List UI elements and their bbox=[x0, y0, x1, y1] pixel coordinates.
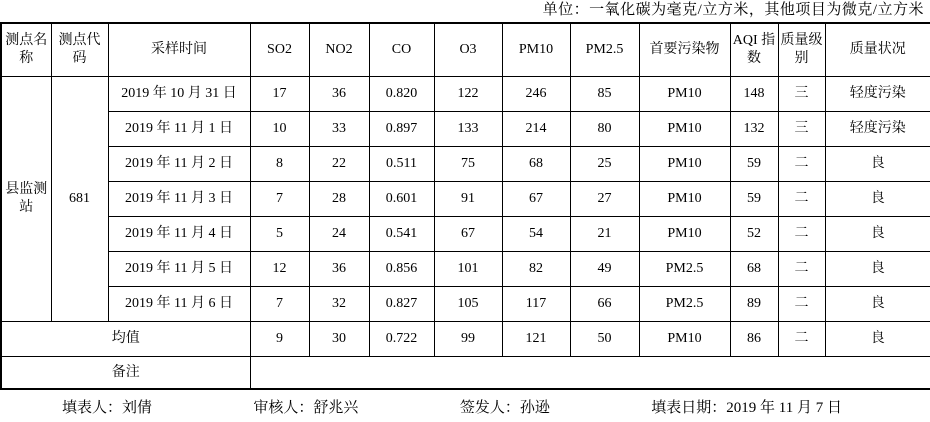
table-row bbox=[1, 251, 930, 286]
grade-cell: 三 bbox=[778, 76, 825, 111]
date-cell: 2019 年 10 月 31 日 bbox=[108, 76, 250, 111]
pm10-cell: 54 bbox=[502, 216, 570, 251]
header-site-name: 测点名称 bbox=[1, 23, 51, 76]
pm10-cell: 246 bbox=[502, 76, 570, 111]
o3-cell: 67 bbox=[434, 216, 502, 251]
date-cell: 2019 年 11 月 2 日 bbox=[108, 146, 250, 181]
header-aqi: AQI 指数 bbox=[730, 23, 778, 76]
aqi-cell: 89 bbox=[730, 286, 778, 321]
pm10-cell: 117 bbox=[502, 286, 570, 321]
status-cell: 良 bbox=[825, 216, 930, 251]
primary-pollutant-cell: PM10 bbox=[639, 146, 730, 181]
air-quality-table bbox=[0, 22, 930, 390]
table-row bbox=[1, 216, 930, 251]
aqi-cell: 86 bbox=[730, 321, 778, 356]
co-cell: 0.511 bbox=[369, 146, 434, 181]
unit-note: 单位：一氧化碳为毫克/立方米，其他项目为微克/立方米 bbox=[542, 2, 924, 18]
remark-value-cell bbox=[250, 356, 930, 389]
co-cell: 0.722 bbox=[369, 321, 434, 356]
so2-cell: 8 bbox=[250, 146, 309, 181]
site-name-cell: 县监测站 bbox=[1, 76, 51, 321]
aqi-cell: 52 bbox=[730, 216, 778, 251]
grade-cell: 二 bbox=[778, 286, 825, 321]
so2-cell: 7 bbox=[250, 286, 309, 321]
pm10-cell: 82 bbox=[502, 251, 570, 286]
o3-cell: 133 bbox=[434, 111, 502, 146]
grade-cell: 二 bbox=[778, 216, 825, 251]
grade-cell: 二 bbox=[778, 321, 825, 356]
grade-cell: 三 bbox=[778, 111, 825, 146]
co-cell: 0.856 bbox=[369, 251, 434, 286]
status-cell: 轻度污染 bbox=[825, 111, 930, 146]
pm25-cell: 66 bbox=[570, 286, 639, 321]
table-row bbox=[1, 111, 930, 146]
header-sample-time: 采样时间 bbox=[108, 23, 250, 76]
so2-cell: 12 bbox=[250, 251, 309, 286]
co-cell: 0.541 bbox=[369, 216, 434, 251]
so2-cell: 7 bbox=[250, 181, 309, 216]
issued-by-label: 签发人：孙逊 bbox=[459, 399, 550, 416]
no2-cell: 33 bbox=[309, 111, 369, 146]
primary-pollutant-cell: PM10 bbox=[639, 111, 730, 146]
site-code-cell: 681 bbox=[51, 76, 108, 321]
primary-pollutant-cell: PM10 bbox=[639, 76, 730, 111]
header-no2: NO2 bbox=[309, 23, 369, 76]
fill-date-label: 填表日期：2019 年 11 月 7 日 bbox=[651, 399, 842, 416]
remark-label-cell: 备注 bbox=[1, 356, 250, 389]
date-cell: 2019 年 11 月 3 日 bbox=[108, 181, 250, 216]
primary-pollutant-cell: PM10 bbox=[639, 181, 730, 216]
so2-cell: 5 bbox=[250, 216, 309, 251]
primary-pollutant-cell: PM2.5 bbox=[639, 286, 730, 321]
pm10-cell: 214 bbox=[502, 111, 570, 146]
date-cell: 2019 年 11 月 6 日 bbox=[108, 286, 250, 321]
table-row bbox=[1, 286, 930, 321]
pm25-cell: 25 bbox=[570, 146, 639, 181]
pm25-cell: 49 bbox=[570, 251, 639, 286]
header-o3: O3 bbox=[434, 23, 502, 76]
status-cell: 轻度污染 bbox=[825, 76, 930, 111]
header-primary-pollutant: 首要污染物 bbox=[639, 23, 730, 76]
header-pm10: PM10 bbox=[502, 23, 570, 76]
primary-pollutant-cell: PM10 bbox=[639, 321, 730, 356]
pm25-cell: 21 bbox=[570, 216, 639, 251]
so2-cell: 9 bbox=[250, 321, 309, 356]
grade-cell: 二 bbox=[778, 251, 825, 286]
so2-cell: 10 bbox=[250, 111, 309, 146]
co-cell: 0.827 bbox=[369, 286, 434, 321]
pm25-cell: 80 bbox=[570, 111, 639, 146]
status-cell: 良 bbox=[825, 321, 930, 356]
no2-cell: 30 bbox=[309, 321, 369, 356]
pm25-cell: 50 bbox=[570, 321, 639, 356]
header-so2: SO2 bbox=[250, 23, 309, 76]
so2-cell: 17 bbox=[250, 76, 309, 111]
table-row bbox=[1, 146, 930, 181]
co-cell: 0.897 bbox=[369, 111, 434, 146]
no2-cell: 24 bbox=[309, 216, 369, 251]
pm25-cell: 85 bbox=[570, 76, 639, 111]
status-cell: 良 bbox=[825, 146, 930, 181]
table-row bbox=[1, 76, 930, 111]
remark-row bbox=[1, 356, 930, 389]
filled-by-label: 填表人：刘倩 bbox=[62, 399, 153, 416]
o3-cell: 122 bbox=[434, 76, 502, 111]
co-cell: 0.601 bbox=[369, 181, 434, 216]
no2-cell: 22 bbox=[309, 146, 369, 181]
pm10-cell: 68 bbox=[502, 146, 570, 181]
no2-cell: 32 bbox=[309, 286, 369, 321]
primary-pollutant-cell: PM2.5 bbox=[639, 251, 730, 286]
aqi-cell: 132 bbox=[730, 111, 778, 146]
o3-cell: 99 bbox=[434, 321, 502, 356]
date-cell: 2019 年 11 月 4 日 bbox=[108, 216, 250, 251]
o3-cell: 101 bbox=[434, 251, 502, 286]
co-cell: 0.820 bbox=[369, 76, 434, 111]
grade-cell: 二 bbox=[778, 146, 825, 181]
pm10-cell: 67 bbox=[502, 181, 570, 216]
header-co: CO bbox=[369, 23, 434, 76]
header-status: 质量状况 bbox=[825, 23, 930, 76]
pm25-cell: 27 bbox=[570, 181, 639, 216]
o3-cell: 105 bbox=[434, 286, 502, 321]
mean-row bbox=[1, 321, 930, 356]
o3-cell: 75 bbox=[434, 146, 502, 181]
table-row bbox=[1, 181, 930, 216]
no2-cell: 28 bbox=[309, 181, 369, 216]
signature-footer bbox=[0, 390, 930, 422]
header-grade: 质量级别 bbox=[778, 23, 825, 76]
date-cell: 2019 年 11 月 5 日 bbox=[108, 251, 250, 286]
table-header-row bbox=[1, 23, 930, 76]
aqi-cell: 68 bbox=[730, 251, 778, 286]
grade-cell: 二 bbox=[778, 181, 825, 216]
mean-label-cell: 均值 bbox=[1, 321, 250, 356]
aqi-cell: 59 bbox=[730, 146, 778, 181]
aqi-cell: 59 bbox=[730, 181, 778, 216]
status-cell: 良 bbox=[825, 181, 930, 216]
header-pm25: PM2.5 bbox=[570, 23, 639, 76]
o3-cell: 91 bbox=[434, 181, 502, 216]
reviewed-by-label: 审核人：舒兆兴 bbox=[253, 399, 359, 416]
primary-pollutant-cell: PM10 bbox=[639, 216, 730, 251]
status-cell: 良 bbox=[825, 286, 930, 321]
status-cell: 良 bbox=[825, 251, 930, 286]
no2-cell: 36 bbox=[309, 251, 369, 286]
pm10-cell: 121 bbox=[502, 321, 570, 356]
aqi-cell: 148 bbox=[730, 76, 778, 111]
no2-cell: 36 bbox=[309, 76, 369, 111]
date-cell: 2019 年 11 月 1 日 bbox=[108, 111, 250, 146]
header-site-code: 测点代码 bbox=[51, 23, 108, 76]
